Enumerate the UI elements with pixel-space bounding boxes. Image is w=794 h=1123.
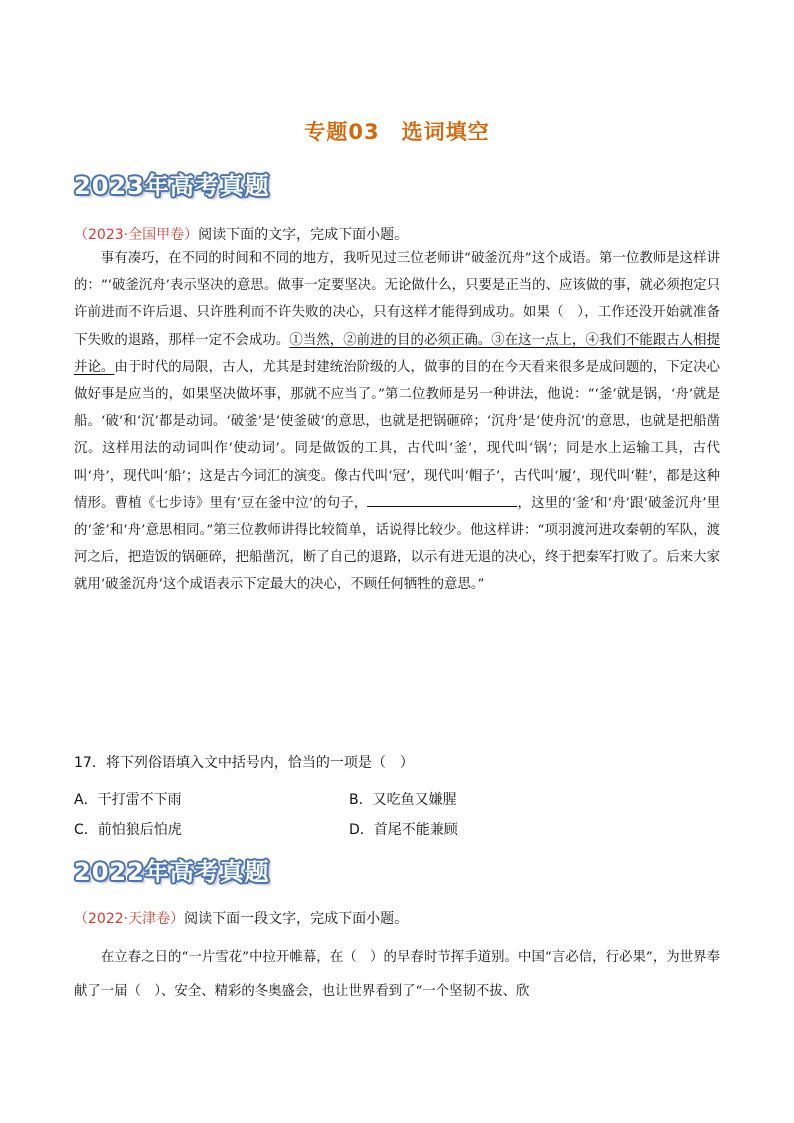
section-heading-2022: 2022年高考真题	[74, 858, 270, 886]
source-tag-2023: （2023·全国甲卷）	[74, 227, 199, 243]
question-source-line-2022	[74, 909, 408, 929]
section-heading-2023: 2023年高考真题	[74, 172, 270, 200]
source-tag-2022: （2022·天津卷）	[74, 911, 185, 927]
question-source-line-2023	[74, 225, 408, 245]
passage-text-part-1: 事有凑巧，在不同的时间和不同的地方，我听见过三位老师讲“破釜沉舟”这个成语。第一位教师是这样讲的：“‘破釜沉舟’表示坚决的意思。做事一定要坚决。无论做什么，只要是正当的、应该做的事，就必须抱定只许前进而不许后退、只许胜利而不许失败的决心，只有这样才能得到成功。如果（ ），工作还没开始就准备下失败的退路，那样一定不会成功。	[74, 251, 720, 348]
page-title: 专题03 选词填空	[304, 120, 490, 144]
passage-text-part-2: 由于时代的局限，古人，尤其是封建统治阶级的人，做事的目的在今天看来很多是成问题的，下定决心做好事是应当的，如果坚决做坏事，那就不应当了。”第二位教师是另一种讲法，他说：“‘釜’就是锅，‘舟’就是船。‘破’和‘沉’都是动词。‘破釜’是‘使釜破’的意思，也就是把锅砸碎；‘沉舟’是‘使舟沉’的意思，也就是把船凿沉。这样用法的动词叫作‘使动词’。同是做饭的工具，古代叫‘釜’，现代叫‘锅’；同是水上运输工具，古代叫‘舟’，现代叫‘船’；这是古今词汇的演变。像古代叫‘冠’，现代叫‘帽子’，古代叫‘履’，现代叫‘鞋’，都是这种情形。曹植《七步诗》里有‘豆在釜中泣’的句子，	[74, 359, 721, 511]
option-c: C．前怕狼后怕虎	[74, 822, 182, 838]
reading-passage-2023	[74, 245, 720, 599]
option-a: A．干打雷不下雨	[74, 792, 182, 808]
reading-passage-2022: 在立春之日的“一片雪花”中拉开帷幕，在（ ）的早春时节挥手道别。中国“言必信，行必果”，为世界奉献了一届（ ）、安全、精彩的冬奥盛会，也让世界看到了“一个坚韧不拔、欣	[74, 950, 720, 999]
passage-text-part-3: ，这里的‘釜’和‘舟’跟‘破釜沉舟’里的‘釜’和‘舟’意思相同。”第三位教师讲得比较简单，话说得比较少。他这样讲：“项羽渡河进攻秦朝的军队，渡河之后，把造饭的锅砸碎，把船凿沉，断了自己的退路，以示有进无退的决心，终于把秦军打败了。后来大家就用‘破釜沉舟’这个成语表示下定最大的决心，不顾任何牺牲的意思。”	[74, 495, 721, 593]
option-b: B．又吃鱼又嫌腥	[349, 792, 457, 808]
source-prompt-2023: 阅读下面的文字，完成下面小题。	[198, 227, 409, 243]
source-prompt-2022: 阅读下面一段文字，完成下面小题。	[184, 911, 409, 927]
answer-blank	[367, 493, 517, 507]
underlined-sentences: ①当然，②前进的目的必须正确。③在这一点上，④我们不能跟古人相提并论。	[74, 332, 721, 375]
question-17: 17．将下列俗语填入文中括号内，恰当的一项是（ ）	[74, 755, 414, 771]
option-d: D．首尾不能兼顾	[349, 822, 458, 838]
